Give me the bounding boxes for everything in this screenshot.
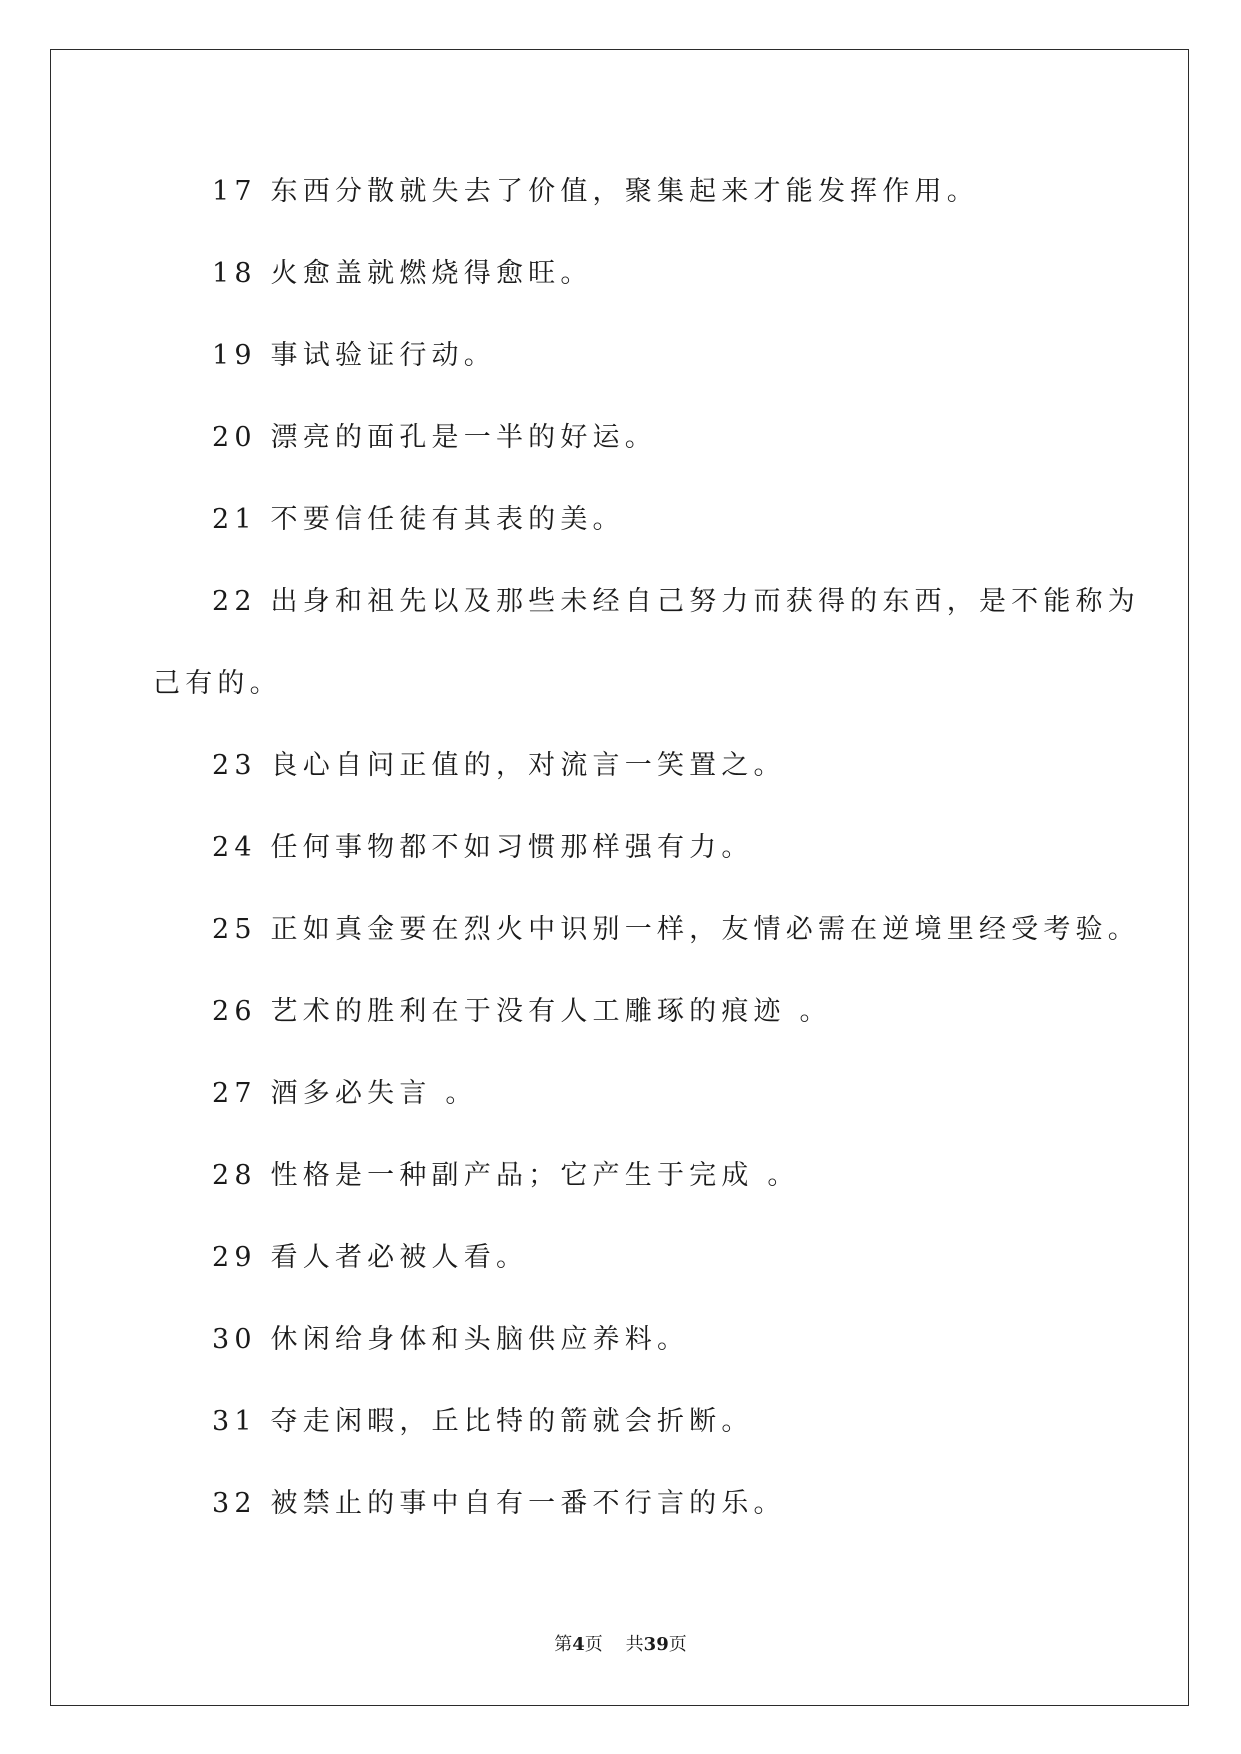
text-line-24: 24 任何事物都不如习惯那样强有力。	[212, 832, 754, 863]
text-line-22-continued: 己有的。	[153, 668, 282, 699]
text-line-19: 19 事试验证行动。	[212, 340, 496, 371]
text-line-21: 21 不要信任徒有其表的美。	[212, 504, 625, 535]
text-line-18: 18 火愈盖就燃烧得愈旺。	[212, 258, 593, 289]
text-line-29: 29 看人者必被人看。	[212, 1242, 529, 1273]
text-line-23: 23 良心自问正值的，对流言一笑置之。	[212, 750, 786, 781]
text-line-28: 28 性格是一种副产品；它产生于完成 。	[212, 1160, 800, 1191]
footer-suffix: 页	[668, 1634, 687, 1655]
text-line-30: 30 休闲给身体和头脑供应养料。	[212, 1324, 690, 1355]
text-line-26: 26 艺术的胜利在于没有人工雕琢的痕迹 。	[212, 996, 832, 1027]
text-line-20: 20 漂亮的面孔是一半的好运。	[212, 422, 657, 453]
page-border	[50, 49, 1189, 1706]
text-line-25: 25 正如真金要在烈火中识别一样，友情必需在逆境里经受考验。	[212, 914, 1140, 945]
page-number-footer	[0, 1630, 1241, 1656]
text-line-27: 27 酒多必失言 。	[212, 1078, 478, 1109]
text-line-31: 31 夺走闲暇，丘比特的箭就会折断。	[212, 1406, 754, 1437]
footer-prefix: 第	[554, 1634, 573, 1655]
text-line-32: 32 被禁止的事中自有一番不行言的乐。	[212, 1488, 786, 1519]
total-page-count: 39	[643, 1634, 669, 1655]
text-line-22: 22 出身和祖先以及那些未经自己努力而获得的东西，是不能称为	[212, 586, 1140, 617]
footer-mid: 页 共	[584, 1634, 644, 1655]
text-line-17: 17 东西分散就失去了价值，聚集起来才能发挥作用。	[212, 176, 979, 207]
current-page-number: 4	[572, 1634, 585, 1655]
